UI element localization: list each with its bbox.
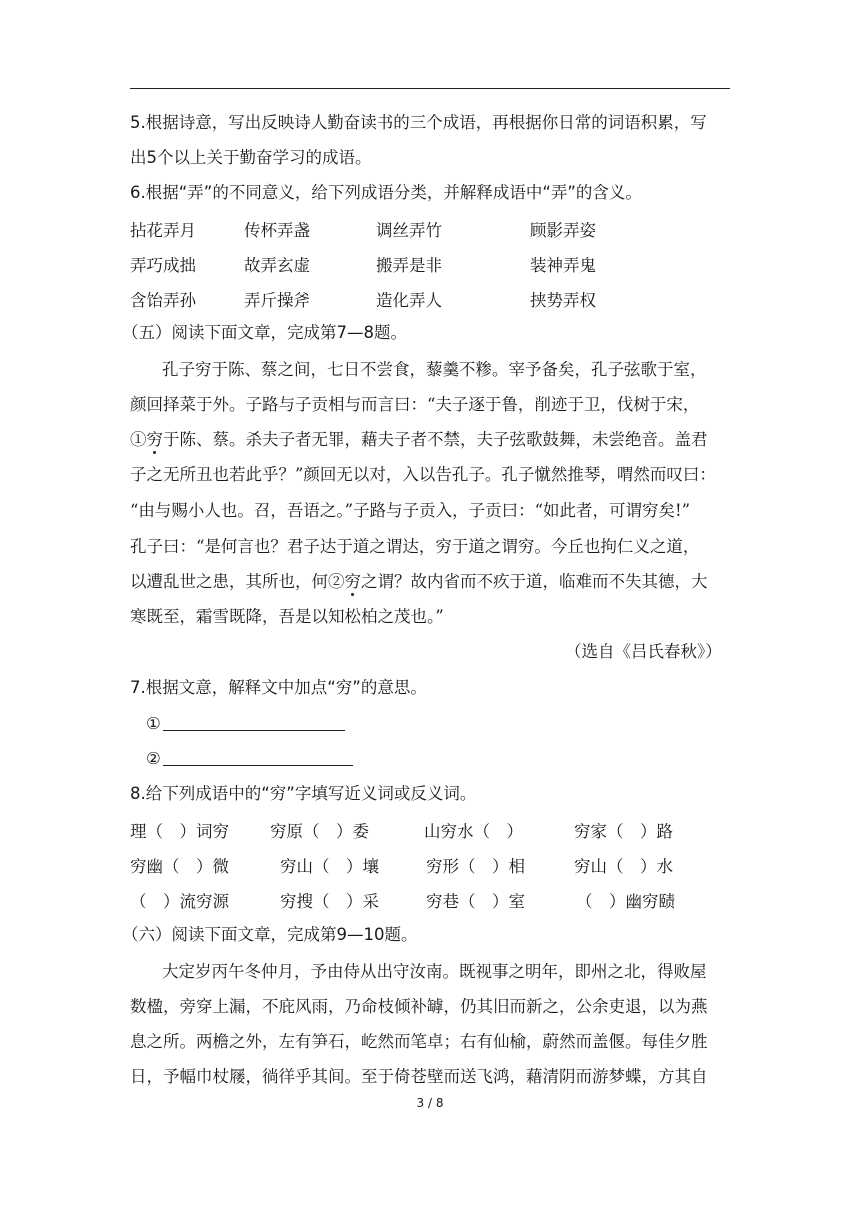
fill-idiom: 山穷水（ ） — [424, 822, 523, 841]
passage6-line: 大定岁丙午冬仲月，予由侍从出守汝南。既视事之明年，即州之北，得败屋 — [162, 962, 707, 981]
q8-text: 8.给下列成语中的“穷”字填写近义词或反义词。 — [130, 784, 477, 803]
q6-idiom-row — [130, 217, 730, 239]
fill-idiom: 穷巷（ ）室 — [426, 892, 525, 911]
passage5-line — [130, 571, 708, 593]
q6-idiom-row — [130, 252, 730, 274]
q7-answer-line-1[interactable] — [146, 713, 345, 735]
marker-1: ① — [130, 430, 147, 449]
fill-idiom: 穷形（ ）相 — [426, 857, 525, 876]
idiom: 弄巧成拙 — [130, 256, 196, 275]
idiom: 调丝弄竹 — [376, 221, 442, 240]
idiom: 弄斤操斧 — [244, 291, 310, 310]
marker-2: ② — [328, 572, 345, 591]
idiom: 装神弄鬼 — [530, 256, 596, 275]
idiom: 搬弄是非 — [376, 256, 442, 275]
fill-idiom: （ ）幽穷赜 — [576, 892, 675, 911]
q5-line2: 出5个以上关于勤奋学习的成语。 — [130, 148, 372, 167]
fill-idiom: 穷搜（ ）采 — [280, 892, 379, 911]
answer-blank[interactable] — [163, 749, 353, 766]
q6-text: 6.根据“弄”的不同意义，给下列成语分类，并解释成语中“弄”的含义。 — [130, 183, 642, 202]
passage5-line: “由与赐小人也。召，吾语之。”子路与子贡入，子贡曰：“如此者，可谓穷矣!” — [130, 501, 691, 520]
fill-idiom: 穷山（ ）水 — [574, 857, 673, 876]
q7-text: 7.根据文意，解释文中加点“穷”的意思。 — [130, 678, 427, 697]
q6-idiom-row — [130, 287, 730, 309]
fill-idiom: 穷家（ ）路 — [574, 822, 673, 841]
passage5-line: 寒既至，霜雪既降，吾是以知松柏之茂也。” — [130, 607, 444, 626]
passage5-line: 孔子曰：“是何言也？君子达于道之谓达，穷于道之谓穷。今丘也拘仁义之道， — [130, 537, 700, 556]
passage5-line: 孔子穷于陈、蔡之间，七日不尝食，藜羹不糁。宰予备矣，孔子弦歌于室， — [162, 360, 707, 379]
fill-idiom: （ ）流穷源 — [130, 892, 229, 911]
idiom: 顾影弄姿 — [530, 221, 596, 240]
fill-idiom: 穷幽（ ）微 — [130, 857, 229, 876]
fill-idiom: 穷山（ ）壤 — [280, 857, 379, 876]
passage5-text: 于陈、蔡。杀夫子者无罪，藉夫子者不禁，夫子弦歌鼓舞，未尝绝音。盖君 — [163, 430, 708, 449]
section6-heading: （六）阅读下面文章，完成第9—10题。 — [122, 925, 418, 944]
source-citation: （选自《吕氏春秋》） — [565, 642, 722, 661]
marker-1: ① — [146, 714, 161, 733]
dotted-char-qiong: 穷 — [344, 572, 361, 591]
passage5-line — [130, 429, 708, 451]
answer-blank[interactable] — [163, 714, 345, 731]
passage6-line: 数楹，旁穿上漏，不庇风雨，乃命枝倾补罅，仍其旧而新之，公余吏退，以为燕 — [130, 997, 708, 1016]
q8-row — [130, 888, 730, 910]
marker-2: ② — [146, 749, 161, 768]
idiom: 造化弄人 — [376, 291, 442, 310]
q8-row — [130, 818, 730, 840]
passage6-line: 日，予幅巾杖屦，徜徉乎其间。至于倚苍壁而送飞鸿，藉清阴而游梦蝶，方其自 — [130, 1067, 708, 1086]
section5-heading: （五）阅读下面文章，完成第7—8题。 — [122, 323, 407, 342]
idiom: 拈花弄月 — [130, 221, 196, 240]
passage5-text: 之谓？故内省而不疚于道，临难而不失其德，大 — [361, 572, 708, 591]
idiom: 含饴弄孙 — [130, 291, 196, 310]
idiom: 故弄玄虚 — [244, 256, 310, 275]
fill-idiom: 理（ ）词穷 — [130, 822, 229, 841]
passage6-line: 息之所。两檐之外，左有笋石，屹然而笔卓；右有仙榆，蔚然而盖偃。每佳夕胜 — [130, 1032, 708, 1051]
q8-row — [130, 853, 730, 875]
passage5-line: 子之无所丑也若此乎？”颜回无以对，入以告孔子。孔子憱然推琴，喟然而叹曰： — [130, 465, 716, 484]
page-number: 3 / 8 — [416, 1096, 444, 1110]
passage5-line: 颜回择菜于外。子路与子贡相与而言曰：“夫子逐于鲁，削迹于卫，伐树于宋， — [130, 395, 700, 414]
q5-line1: 5.根据诗意，写出反映诗人勤奋读书的三个成语，再根据你日常的词语积累，写 — [130, 113, 707, 132]
fill-idiom: 穷原（ ）委 — [270, 822, 369, 841]
dotted-char-qiong: 穷 — [146, 430, 163, 449]
idiom: 传杯弄盏 — [244, 221, 310, 240]
header-rule — [130, 88, 730, 89]
passage5-text: 以遭乱世之患，其所也，何 — [130, 572, 328, 591]
idiom: 挟势弄权 — [530, 291, 596, 310]
q7-answer-line-2[interactable] — [146, 748, 353, 770]
